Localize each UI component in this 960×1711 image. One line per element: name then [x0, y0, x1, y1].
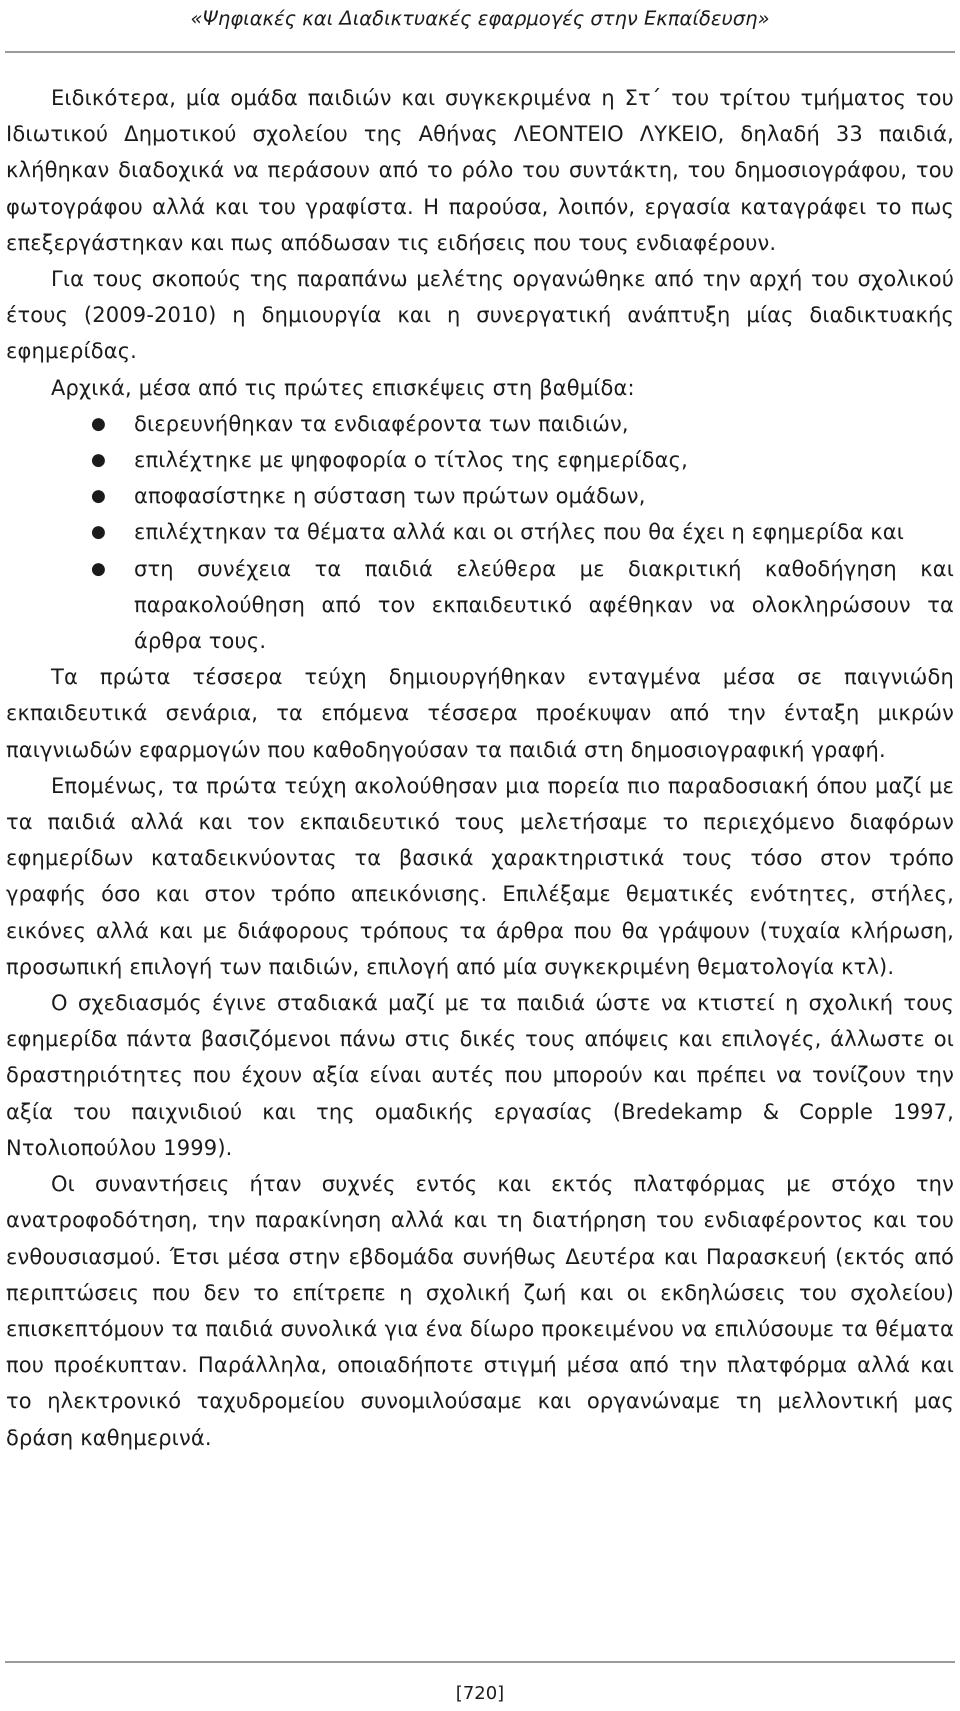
- list-item-text: επιλέχτηκαν τα θέματα αλλά και οι στήλες που θα έχει η εφημερίδα και: [134, 520, 905, 545]
- body-text: [6, 80, 954, 1456]
- bullet-icon: ●: [91, 450, 106, 471]
- bullet-icon: ●: [91, 558, 106, 579]
- list-item: [91, 406, 954, 442]
- running-header: «Ψηφιακές και Διαδικτυακές εφαρμογές στην Εκπαίδευση»: [190, 7, 770, 30]
- header-divider: [5, 51, 955, 53]
- paragraph: Τα πρώτα τέσσερα τεύχη δημιουργήθηκαν ενταγμένα μέσα σε παιγνιώδη εκπαιδευτικά σενάρια, τα επόμενα τέσσερα προέκυψαν από την ένταξη μικρών παιγνιωδών εφαρμογών που καθοδηγούσαν τα παιδιά στη δημοσιογραφική γραφή.: [6, 665, 954, 762]
- list-item-text: διερευνήθηκαν τα ενδιαφέροντα των παιδιών,: [134, 411, 629, 436]
- footer-divider: [5, 1661, 955, 1663]
- paragraph: Αρχικά, μέσα από τις πρώτες επισκέψεις στη βαθμίδα:: [51, 375, 635, 400]
- list-item: [91, 551, 954, 660]
- list-item-text: στη συνέχεια τα παιδιά ελεύθερα με διακριτική καθοδήγηση και παρακολούθηση από τον εκπαιδευτικό αφέθηκαν να ολοκληρώσουν τα άρθρα τους.: [134, 556, 954, 654]
- bullet-icon: ●: [91, 413, 106, 434]
- paragraph: Ειδικότερα, μία ομάδα παιδιών και συγκεκριμένα η Στ΄ του τρίτου τμήματος του Ιδιωτικού Δημοτικού σχολείου της Αθήνας ΛΕΟΝΤΕΙΟ ΛΥΚΕΙΟ, δηλαδή 33 παιδιά, κλήθηκαν διαδοχικά να περάσουν από το ρόλο του συντάκτη, του δημοσιογράφου, του φωτογράφου αλλά και του γραφίστα. Η παρούσα, λοιπόν, εργασία καταγράφει το πως επεξεργάστηκαν και πως απόδωσαν τις ειδήσεις που τους ενδιαφέρουν.: [6, 86, 954, 255]
- list-item: [91, 514, 954, 550]
- paragraph: Επομένως, τα πρώτα τεύχη ακολούθησαν μια πορεία πιο παραδοσιακή όπου μαζί με τα παιδιά αλλά και τον εκπαιδευτικό τους μελετήσαμε το περιεχόμενο διαφόρων εφημερίδων καταδεικνύοντας τα βασικά χαρακτηριστικά τους τόσο στον τρόπο γραφής όσο και στον τρόπο απεικόνισης. Επιλέξαμε θεματικές ενότητες, στήλες, εικόνες αλλά και με διάφορους τρόπους τα άρθρα που θα γράψουν (τυχαία κλήρωση, προσωπική επιλογή των παιδιών, επιλογή από μία συγκεκριμένη θεματολογία κτλ).: [6, 773, 954, 979]
- bullet-list: [6, 406, 954, 659]
- list-item: [91, 442, 954, 478]
- list-item-text: αποφασίστηκε η σύσταση των πρώτων ομάδων,: [134, 484, 646, 509]
- paragraph: Για τους σκοπούς της παραπάνω μελέτης οργανώθηκε από την αρχή του σχολικού έτους (2009-2010) η δημιουργία και η συνεργατική ανάπτυξη μίας διαδικτυακής εφημερίδας.: [6, 267, 954, 364]
- list-item: [91, 478, 954, 514]
- page-number: [720]: [455, 1683, 505, 1704]
- list-item-text: επιλέχτηκε με ψηφοφορία ο τίτλος της εφημερίδας,: [134, 448, 688, 473]
- bullet-icon: ●: [91, 486, 106, 507]
- paragraph: Οι συναντήσεις ήταν συχνές εντός και εκτός πλατφόρμας με στόχο την ανατροφοδότηση, την παρακίνηση αλλά και τη διατήρηση του ενδιαφέροντος και του ενθουσιασμού. Έτσι μέσα στην εβδομάδα συνήθως Δευτέρα και Παρασκευή (εκτός από περιπτώσεις που δεν το επίτρεπε η σχολική ζωή και οι εκδηλώσεις του σχολείου) επισκεπτόμουν τα παιδιά συνολικά για ένα δίωρο προκειμένου να επιλύσουμε τα θέματα που προέκυπταν. Παράλληλα, οποιαδήποτε στιγμή μέσα από την πλατφόρμα αλλά και το ηλεκτρονικό ταχυδρομείου συνομιλούσαμε και οργανώναμε τη μελλοντική μας δράση καθημερινά.: [6, 1172, 954, 1450]
- paragraph: Ο σχεδιασμός έγινε σταδιακά μαζί με τα παιδιά ώστε να κτιστεί η σχολική τους εφημερίδα πάντα βασιζόμενοι πάνω στις δικές τους απόψεις και επιλογές, άλλωστε οι δραστηριότητες που έχουν αξία είναι αυτές που μπορούν και πρέπει να τονίζουν την αξία του παιχνιδιού και της ομαδικής εργασίας (Bredekamp & Copple 1997, Ντολιοπούλου 1999).: [6, 991, 954, 1160]
- bullet-icon: ●: [91, 522, 106, 543]
